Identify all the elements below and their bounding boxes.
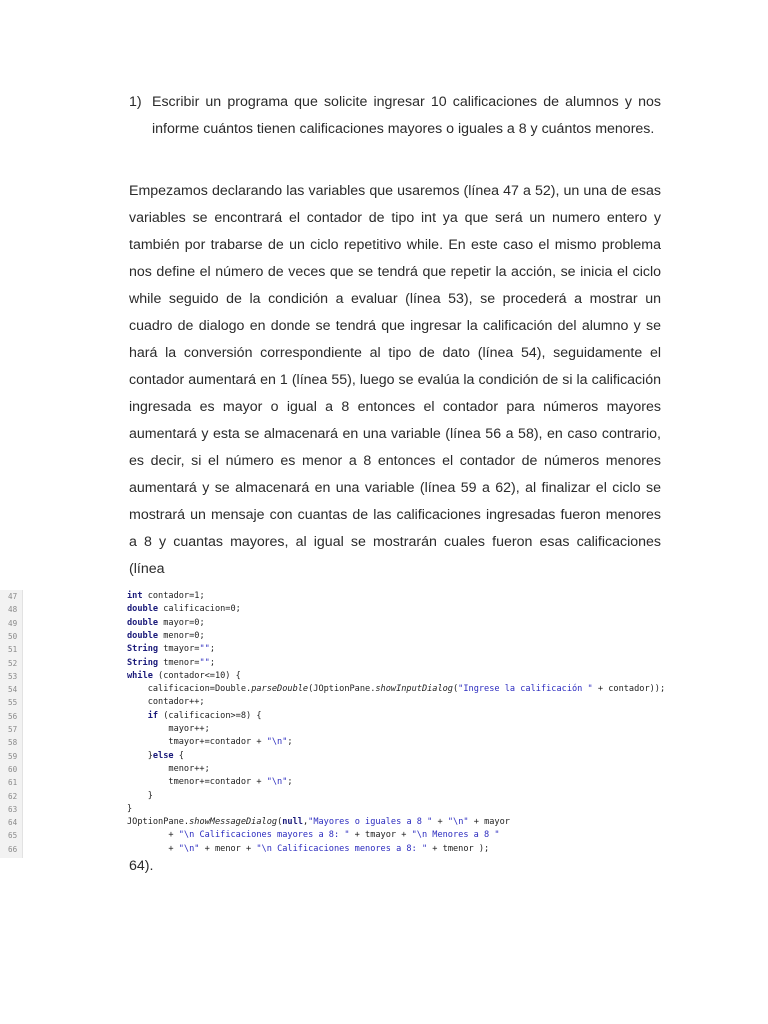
code-token: ( bbox=[452, 684, 459, 695]
code-token: contador=1; bbox=[142, 591, 205, 601]
line-number: 55 bbox=[8, 698, 18, 708]
code-token: ; bbox=[287, 777, 293, 788]
line-number: 66 bbox=[8, 844, 18, 854]
code-text bbox=[127, 630, 205, 643]
code-token: ; bbox=[209, 644, 215, 655]
code-token: if bbox=[147, 710, 159, 721]
code-token: + contador)); bbox=[592, 684, 666, 695]
code-text bbox=[127, 736, 293, 749]
code-text bbox=[127, 843, 489, 856]
code-token: String bbox=[127, 644, 159, 655]
code-token: { bbox=[173, 750, 184, 761]
code-line bbox=[0, 763, 768, 776]
code-line bbox=[0, 683, 768, 696]
line-number: 56 bbox=[8, 711, 18, 721]
code-token: + tmenor ); bbox=[427, 843, 490, 854]
code-token: } bbox=[127, 803, 133, 814]
code-text bbox=[127, 603, 241, 616]
code-token: null bbox=[282, 817, 303, 828]
code-line bbox=[0, 590, 768, 603]
code-line bbox=[0, 617, 768, 630]
code-line bbox=[0, 603, 768, 616]
code-token: JOptionPane. bbox=[127, 817, 190, 828]
code-token: "Mayores o iguales a 8 " bbox=[308, 817, 433, 828]
code-token: mayor=0; bbox=[158, 617, 205, 628]
code-token: int bbox=[127, 591, 143, 601]
code-token: + tmayor + bbox=[349, 830, 412, 841]
code-token: , bbox=[302, 817, 309, 828]
line-number: 47 bbox=[8, 592, 18, 601]
code-token: (JOptionPane. bbox=[308, 684, 376, 695]
code-token: "\n Calificaciones menores a 8: " bbox=[256, 843, 428, 854]
paragraph-continuation: 64). bbox=[129, 858, 154, 874]
code-text bbox=[127, 790, 153, 803]
code-line bbox=[0, 750, 768, 763]
code-token: else bbox=[152, 750, 174, 761]
code-line bbox=[0, 670, 768, 683]
code-token: + bbox=[432, 817, 448, 828]
code-text bbox=[127, 617, 205, 630]
line-number: 65 bbox=[8, 831, 18, 841]
line-number: 57 bbox=[8, 725, 18, 734]
code-token: double bbox=[127, 630, 159, 641]
code-line bbox=[0, 816, 768, 829]
line-number: 63 bbox=[8, 804, 18, 814]
code-text bbox=[127, 750, 184, 763]
code-line bbox=[0, 657, 768, 670]
code-token: } bbox=[127, 750, 153, 761]
code-snippet bbox=[0, 590, 768, 858]
code-token: mayor++; bbox=[127, 724, 210, 734]
code-text bbox=[127, 723, 210, 736]
code-token: (calificacion>=8) { bbox=[158, 710, 262, 721]
line-number: 64 bbox=[8, 818, 18, 828]
code-text bbox=[127, 803, 132, 816]
line-number: 51 bbox=[8, 645, 18, 655]
code-text bbox=[127, 829, 500, 842]
code-line bbox=[0, 643, 768, 656]
code-line bbox=[0, 710, 768, 723]
line-number: 50 bbox=[8, 631, 18, 641]
code-text bbox=[127, 710, 262, 723]
code-text bbox=[127, 763, 210, 776]
code-token: tmayor= bbox=[158, 644, 200, 655]
code-token: "\n Menores a 8 " bbox=[411, 830, 500, 841]
code-line bbox=[0, 630, 768, 643]
code-token bbox=[127, 711, 148, 721]
line-number: 48 bbox=[8, 605, 18, 615]
line-number: 58 bbox=[8, 738, 18, 748]
line-number: 59 bbox=[8, 751, 18, 761]
code-text bbox=[127, 670, 241, 683]
explanation-paragraph: Empezamos declarando las variables que usaremos (línea 47 a 52), un una de esas variables se encontrará el contador de tipo int ya que será un numero entero y también por trabarse de un ciclo repetitivo while. En este caso el mismo problema nos define el número de veces que se tendrá que repetir la acción, se inicia el ciclo while seguido de la condición a evaluar (línea 53), se procederá a mostrar un cuadro de dialogo en donde se tendrá que ingresar la calificación del alumno y se hará la conversión correspondiente al tipo de dato (línea 54), seguidamente el contador aumentará en 1 (línea 55), luego se evalúa la condición de si la calificación ingresada es mayor o igual a 8 entonces el contador para números mayores aumentará y esta se almacenará en una variable (línea 56 a 58), en caso contrario, es decir, si el número es menor a 8 entonces el contador de números menores aumentará y se almacenará en una variable (línea 59 a 62), al finalizar el ciclo se mostrará un mensaje con cuantas de las calificaciones ingresadas fueron menores a 8 y cuantas mayores, al igual se mostrarán cuales fueron esas calificaciones (línea bbox=[129, 183, 661, 577]
code-token: double bbox=[127, 604, 159, 615]
code-token: + menor + bbox=[199, 843, 257, 854]
exercise-number: 1) bbox=[129, 94, 142, 110]
code-token: String bbox=[127, 657, 159, 668]
code-token: contador++; bbox=[127, 697, 205, 708]
code-token: ; bbox=[287, 737, 293, 748]
code-token: (contador<=10) { bbox=[152, 670, 241, 681]
code-token: double bbox=[127, 617, 159, 628]
code-token: "\n" bbox=[178, 843, 200, 854]
line-number: 62 bbox=[8, 791, 18, 801]
code-token: "\n Calificaciones mayores a 8: " bbox=[178, 830, 350, 841]
code-token: parseDouble bbox=[251, 684, 309, 695]
code-line bbox=[0, 696, 768, 709]
code-token: menor=0; bbox=[158, 630, 205, 641]
code-token: ; bbox=[209, 657, 215, 668]
code-token: + bbox=[127, 830, 179, 841]
code-line bbox=[0, 790, 768, 803]
code-text bbox=[127, 696, 205, 709]
code-line bbox=[0, 723, 768, 736]
code-token: calificacion=0; bbox=[158, 604, 241, 615]
code-text bbox=[127, 643, 215, 656]
code-token: + bbox=[127, 843, 179, 854]
code-token: "" bbox=[199, 644, 210, 655]
code-token: calificacion=Double. bbox=[127, 684, 252, 695]
line-number: 54 bbox=[8, 685, 18, 695]
code-text bbox=[127, 776, 293, 789]
code-token: tmayor+=contador + bbox=[127, 737, 267, 748]
code-token: ( bbox=[277, 817, 283, 828]
line-number: 60 bbox=[8, 764, 18, 774]
code-token: "\n" bbox=[447, 817, 469, 828]
code-token: "" bbox=[199, 657, 210, 668]
code-token: while bbox=[127, 670, 153, 681]
code-token: menor++; bbox=[127, 763, 210, 774]
code-token: "\n" bbox=[266, 737, 288, 748]
code-text bbox=[127, 683, 665, 696]
code-text bbox=[127, 816, 510, 829]
code-line bbox=[0, 843, 768, 856]
code-token: tmenor+=contador + bbox=[127, 777, 267, 788]
code-token: + mayor bbox=[468, 817, 510, 828]
code-line bbox=[0, 776, 768, 789]
code-token: showMessageDialog bbox=[189, 817, 278, 828]
code-token: "\n" bbox=[266, 777, 288, 788]
code-line bbox=[0, 829, 768, 842]
exercise-statement: Escribir un programa que solicite ingresar 10 calificaciones de alumnos y nos informe cuántos tienen calificaciones mayores o iguales a 8 y cuántos menores. bbox=[152, 94, 661, 137]
code-line bbox=[0, 736, 768, 749]
code-token: tmenor= bbox=[158, 657, 200, 668]
code-token: } bbox=[127, 790, 153, 801]
code-token: showInputDialog bbox=[375, 684, 453, 695]
line-number: 53 bbox=[8, 671, 18, 681]
line-number: 61 bbox=[8, 778, 18, 788]
code-token: "Ingrese la calificación " bbox=[458, 684, 593, 695]
code-text bbox=[127, 590, 205, 603]
line-number: 52 bbox=[8, 658, 18, 668]
code-line bbox=[0, 803, 768, 816]
exercise-item bbox=[129, 89, 661, 143]
code-text bbox=[127, 657, 215, 670]
line-number: 49 bbox=[8, 618, 18, 628]
